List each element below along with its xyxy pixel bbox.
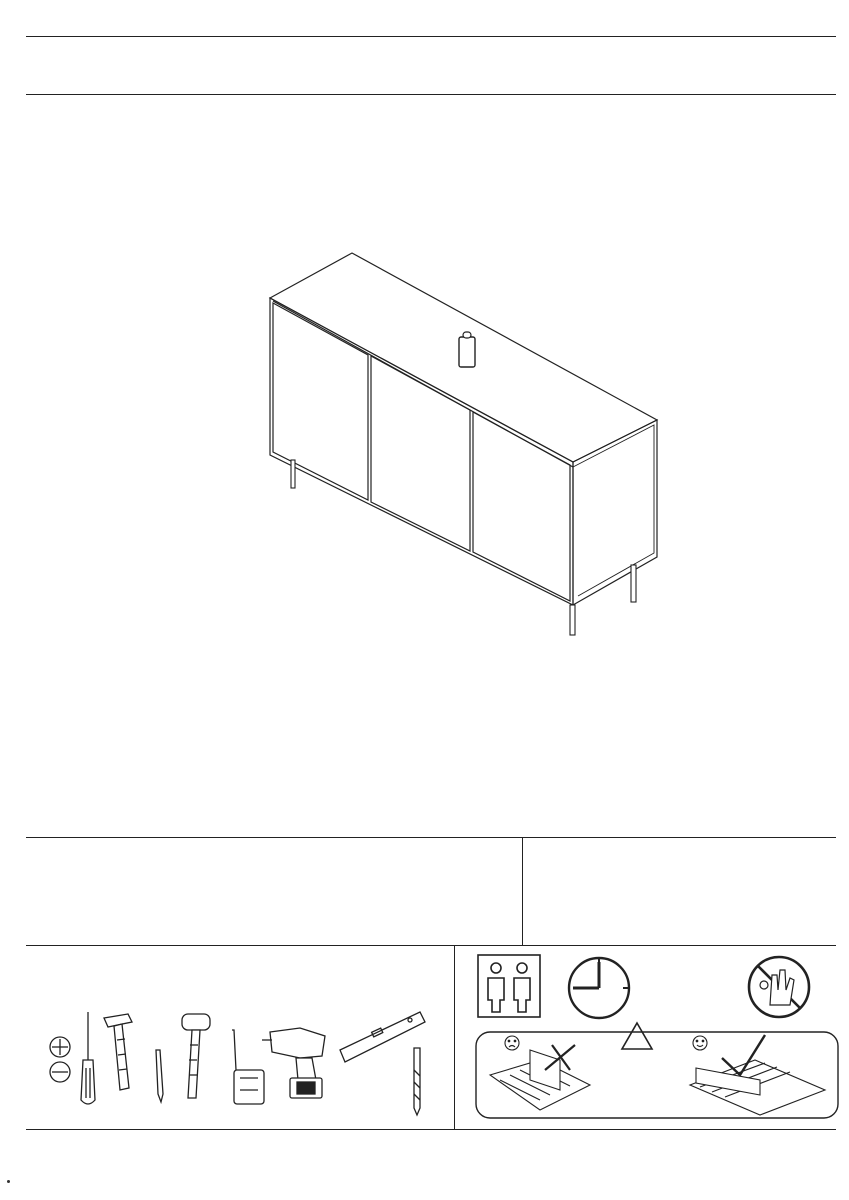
side-inner-edge (573, 425, 654, 596)
two-people-icon (478, 955, 540, 1017)
door-right (473, 412, 570, 601)
divider (26, 945, 836, 946)
mallet-icon (182, 1014, 210, 1098)
hammer-icon (104, 1014, 132, 1090)
tools-illustration (40, 1005, 440, 1125)
wrong-assembly-icon (490, 1036, 590, 1110)
size-ruler (38, 108, 88, 538)
tape-measure-icon (232, 1030, 264, 1104)
warning-icon (622, 1023, 652, 1049)
divider (454, 945, 455, 1129)
no-children-icon (749, 957, 809, 1017)
door-left (273, 303, 368, 500)
clock-icon (569, 958, 629, 1018)
divider (26, 94, 836, 95)
spirit-level-icon (340, 1012, 425, 1062)
correct-assembly-icon (690, 1035, 825, 1115)
screwdriver-icon (50, 1012, 95, 1104)
cabinet-side (573, 420, 657, 605)
dot-mark (7, 1180, 10, 1183)
max-weight-icon (459, 332, 475, 367)
divider (26, 837, 836, 838)
assembly-info-illustration (460, 948, 840, 1128)
divider (522, 837, 523, 945)
divider (26, 36, 836, 37)
door-middle (371, 356, 470, 551)
pencil-icon (156, 1050, 163, 1102)
cabinet-front (270, 298, 573, 605)
divider (26, 1129, 836, 1130)
drill-bit-icon (414, 1048, 420, 1115)
drill-icon (262, 1028, 325, 1098)
sideboard-drawing (260, 245, 670, 645)
